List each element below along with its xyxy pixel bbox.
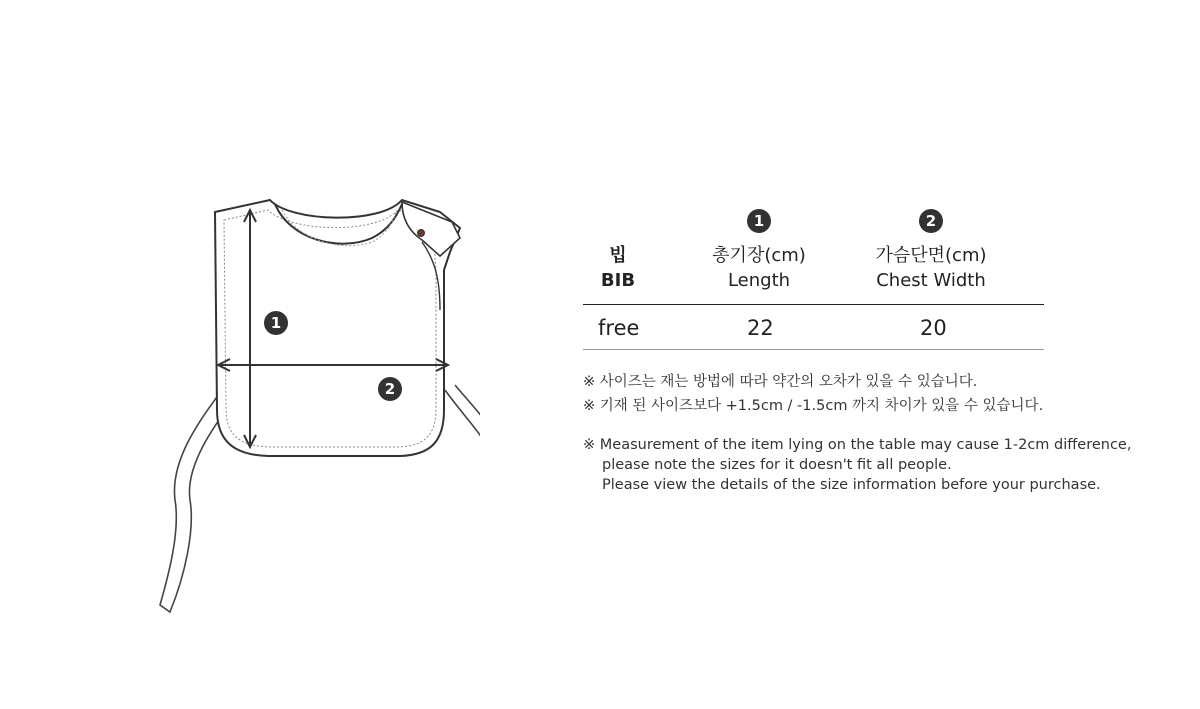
note-en-3: Please view the details of the size information before your purchase.	[602, 477, 1101, 493]
chest-width-label-ko: 가슴단면(cm)	[875, 245, 987, 266]
diagram-marker-2: 2	[378, 377, 402, 401]
table-bottom-rule	[583, 349, 1044, 350]
length-label-en: Length	[727, 270, 791, 291]
bib-diagram	[140, 180, 480, 624]
chest-width-marker: 2	[919, 209, 943, 233]
col-chest-width	[851, 209, 1011, 293]
row-length: 22	[747, 316, 774, 340]
snap-button	[418, 230, 425, 237]
row-chest-width: 20	[920, 316, 947, 340]
col-length	[679, 209, 839, 293]
length-marker: 1	[747, 209, 771, 233]
length-label-ko: 총기장(cm)	[712, 245, 806, 266]
table-header-rule	[583, 304, 1044, 305]
note-ko-1: ※ 사이즈는 재는 방법에 따라 약간의 오차가 있을 수 있습니다.	[583, 374, 978, 390]
product-label-en: BIB	[600, 270, 636, 291]
diagram-marker-1: 1	[264, 311, 288, 335]
note-en-1: ※ Measurement of the item lying on the table may cause 1-2cm difference,	[583, 437, 1132, 453]
chest-width-label-en: Chest Width	[876, 270, 986, 291]
note-ko-2: ※ 기재 된 사이즈보다 +1.5cm / -1.5cm 까지 차이가 있을 수 있습니다.	[583, 398, 1044, 414]
right-tie	[445, 385, 480, 608]
row-size: free	[598, 316, 640, 340]
bib-outline-svg	[140, 180, 480, 620]
product-label-ko: 빕	[609, 245, 627, 266]
col-product	[583, 243, 653, 293]
note-en-2: please note the sizes for it doesn't fit all people.	[602, 457, 952, 473]
